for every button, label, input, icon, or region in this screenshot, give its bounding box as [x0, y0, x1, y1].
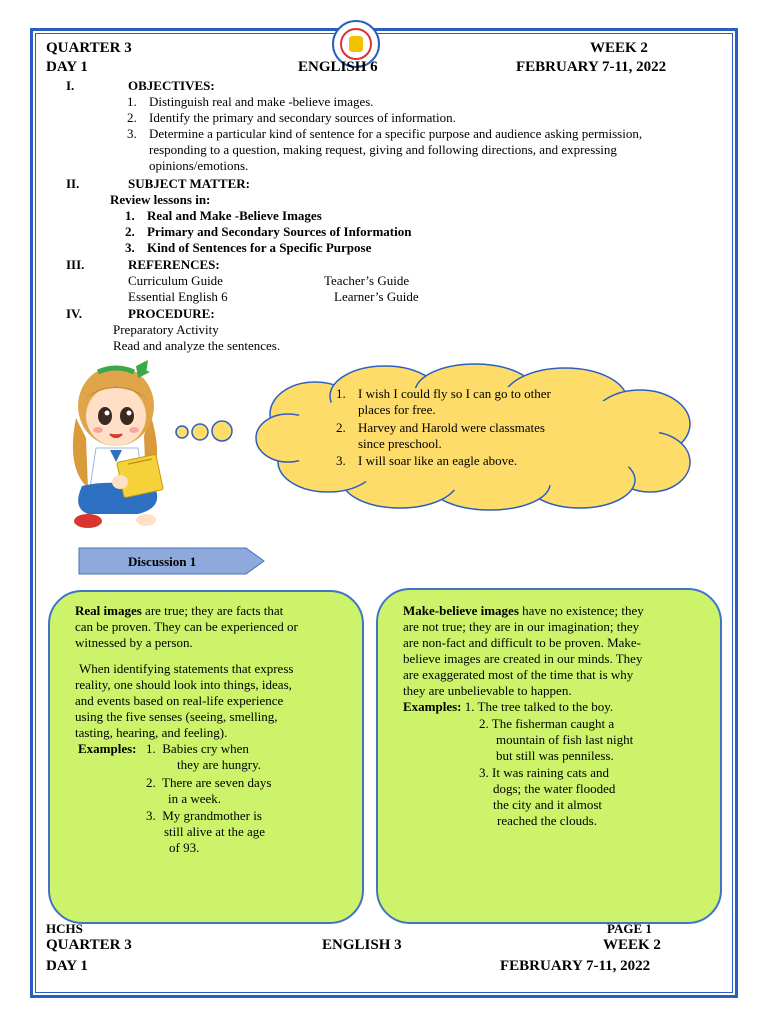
real-para2-line-2: reality, one should look into things, ideas,	[75, 677, 292, 692]
reference-curriculum-guide: Curriculum Guide	[128, 273, 223, 288]
mb-example-1: 1. The tree talked to the boy.	[461, 699, 614, 714]
footer-page: PAGE 1	[607, 921, 652, 936]
cloud-text-3: I will soar like an eagle above.	[358, 453, 518, 468]
footer-subject: ENGLISH 3	[322, 937, 402, 953]
mb-example-3b: dogs; the water flooded	[493, 781, 616, 796]
real-images-intro	[75, 603, 283, 619]
procedure-line-1: Preparatory Activity	[113, 322, 219, 337]
header-subject: ENGLISH 6	[298, 59, 378, 75]
subject-matter-numeral: II.	[66, 176, 80, 191]
objective-text-3b: responding to a question, making request, giving and following directions, and expressing	[149, 142, 617, 157]
discussion-label: Discussion 1	[128, 554, 197, 569]
cloud-text-2a: Harvey and Harold were classmates	[358, 420, 545, 435]
reference-essential-english: Essential English 6	[128, 289, 228, 304]
mb-line-1: are not true; they are in our imagination; they	[403, 619, 640, 634]
mb-example-2b: mountain of fish last night	[496, 732, 634, 747]
objective-text-3a: Determine a particular kind of sentence for a specific purpose and audience asking permission,	[149, 126, 643, 141]
procedure-title: PROCEDURE:	[128, 306, 215, 321]
objective-text-3c: opinions/emotions.	[149, 158, 249, 173]
girl-reading-illustration	[58, 358, 178, 538]
logo-emblem	[349, 36, 363, 52]
footer-school: HCHS	[46, 921, 83, 936]
real-images-intro-rest: are true; they are facts that	[141, 603, 284, 618]
objective-num-3: 3.	[127, 126, 137, 141]
objectives-title: OBJECTIVES:	[128, 78, 215, 93]
mb-line-5: they are unbelievable to happen.	[403, 683, 572, 698]
real-intro-line-3: witnessed by a person.	[75, 635, 193, 650]
mb-line-3: believe images are created in our minds. They	[403, 651, 643, 666]
cloud-num-1: 1.	[336, 386, 346, 401]
real-example-3b: still alive at the age	[164, 824, 266, 839]
cloud-text-1a: I wish I could fly so I can go to other	[358, 386, 551, 401]
header-day: DAY 1	[46, 59, 88, 75]
mb-example-3a: 3. It was raining cats and	[479, 765, 609, 780]
objective-text-2: Identify the primary and secondary sources of information.	[149, 110, 456, 125]
header-dates: FEBRUARY 7-11, 2022	[516, 59, 667, 75]
cloud-text-2b: since preschool.	[358, 436, 442, 451]
reference-teachers-guide: Teacher’s Guide	[324, 273, 410, 288]
real-example-1a: 1. Babies cry when	[146, 741, 249, 756]
reference-learners-guide: Learner’s Guide	[334, 289, 419, 304]
subject-matter-title: SUBJECT MATTER:	[128, 176, 250, 191]
footer-week: WEEK 2	[603, 937, 661, 953]
footer-quarter: QUARTER 3	[46, 937, 132, 953]
mb-examples-label: Examples:	[403, 699, 462, 714]
mb-example-3c: the city and it almost	[493, 797, 603, 812]
real-example-2b: in a week.	[168, 791, 222, 806]
real-para2-line-3: and events based on real-life experience	[75, 693, 284, 708]
objective-num-2: 2.	[127, 110, 137, 125]
header-week: WEEK 2	[590, 40, 648, 56]
procedure-numeral: IV.	[66, 306, 83, 321]
lesson-text-2: Primary and Secondary Sources of Information	[147, 224, 412, 239]
objective-num-1: 1.	[127, 94, 137, 109]
footer-day: DAY 1	[46, 958, 88, 974]
real-para2-line-1: When identifying statements that express	[79, 661, 294, 676]
real-example-3a: 3. My grandmother is	[146, 808, 262, 823]
real-examples-label: Examples:	[78, 741, 137, 756]
cloud-num-2: 2.	[336, 420, 346, 435]
lesson-num-3: 3.	[125, 240, 135, 255]
make-believe-intro	[403, 603, 644, 619]
cloud-num-3: 3.	[336, 453, 346, 468]
procedure-line-2: Read and analyze the sentences.	[113, 338, 281, 353]
header-quarter: QUARTER 3	[46, 40, 132, 56]
real-para2-line-5: tasting, hearing, and feeling).	[75, 725, 228, 740]
real-example-1b: they are hungry.	[177, 757, 261, 772]
lesson-num-2: 2.	[125, 224, 135, 239]
lesson-num-1: 1.	[125, 208, 135, 223]
real-intro-line-2: can be proven. They can be experienced or	[75, 619, 298, 634]
mb-line-2: are non-fact and difficult to be proven. Make-	[403, 635, 641, 650]
cloud-text-1b: places for free.	[358, 402, 436, 417]
mb-example-2c: but still was penniless.	[496, 748, 614, 763]
lesson-text-3: Kind of Sentences for a Specific Purpose	[147, 240, 372, 255]
make-believe-intro-rest: have no existence; they	[518, 603, 644, 618]
mb-example-2a: 2. The fisherman caught a	[479, 716, 615, 731]
review-label: Review lessons in:	[110, 192, 211, 207]
objectives-numeral: I.	[66, 78, 75, 93]
real-para2-line-4: using the five senses (seeing, smelling,	[75, 709, 278, 724]
objective-text-1: Distinguish real and make -believe images.	[149, 94, 374, 109]
footer-dates: FEBRUARY 7-11, 2022	[500, 958, 651, 974]
real-example-2a: 2. There are seven days	[146, 775, 272, 790]
real-example-3c: of 93.	[169, 840, 200, 855]
mb-line-4: are exaggerated most of the time that is why	[403, 667, 634, 682]
mb-examples-row	[403, 699, 613, 715]
lesson-text-1: Real and Make -Believe Images	[147, 208, 322, 223]
mb-example-3d: reached the clouds.	[497, 813, 597, 828]
references-title: REFERENCES:	[128, 257, 220, 272]
real-images-term: Real images	[75, 603, 142, 618]
references-numeral: III.	[66, 257, 85, 272]
make-believe-term: Make-believe images	[403, 603, 519, 618]
